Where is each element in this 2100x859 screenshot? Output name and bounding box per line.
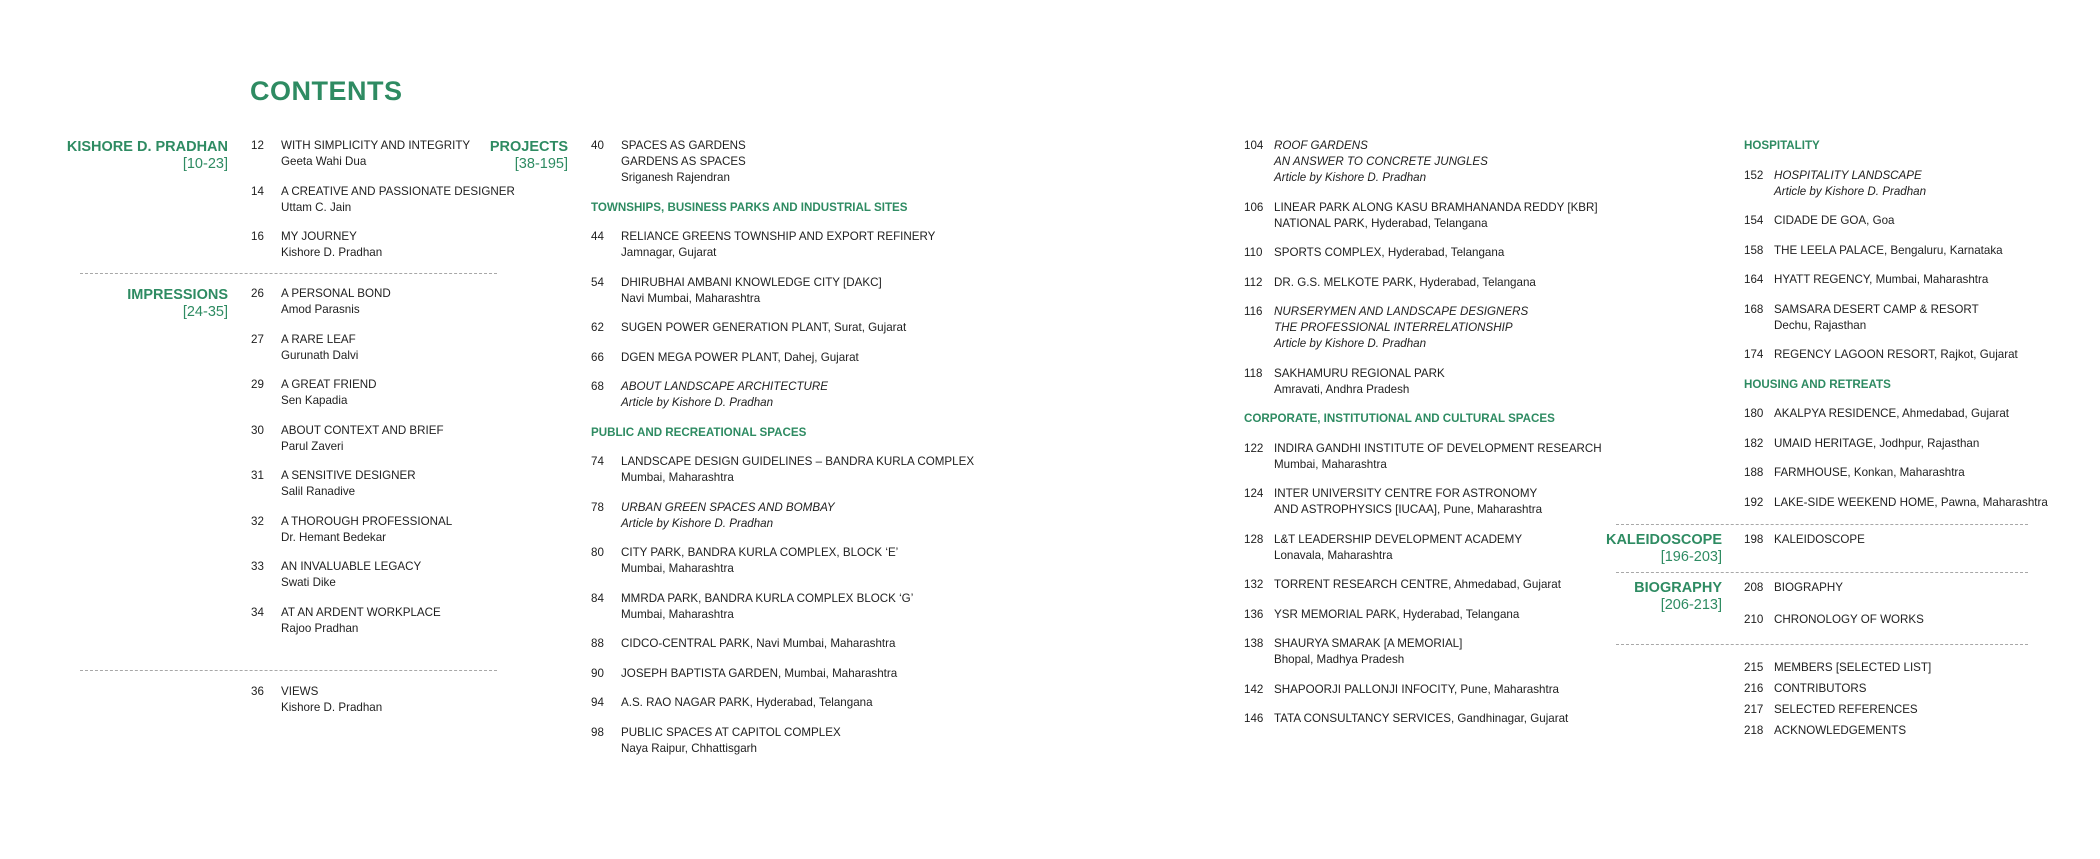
page-number: 27 [251,332,264,346]
toc-entry[interactable] [591,138,974,186]
entry-title: DR. G.S. MELKOTE PARK, Hyderabad, Telangana [1274,275,1536,289]
toc-entry[interactable] [1744,347,2048,363]
toc-entry[interactable] [1244,577,1602,593]
section-name: BIOGRAPHY [1634,580,1722,596]
page-number: 210 [1744,613,1764,626]
toc-entry[interactable] [591,545,974,577]
page-number: 174 [1744,348,1764,361]
toc-entry[interactable] [1744,532,1865,548]
page-number: 168 [1744,302,1764,316]
toc-entry[interactable] [1744,702,1931,718]
entry-author: Dr. Hemant Bedekar [281,530,387,544]
entry-title: A SENSITIVE DESIGNER [281,469,416,482]
toc-entry[interactable] [1744,406,2048,422]
entry-author: Swati Dike [281,576,336,589]
entry-location: Mumbai, Maharashtra [621,471,734,484]
entry-location: Amravati, Andhra Pradesh [1274,382,1410,396]
entry-title: A GREAT FRIEND [281,378,377,391]
entry-author: Article by Kishore D. Pradhan [621,396,774,409]
entry-title: ACKNOWLEDGEMENTS [1774,724,1907,737]
entry-title: CIDCO-CENTRAL PARK, Navi Mumbai, Maharashtra [621,637,896,650]
entry-title: NURSERYMEN AND LANDSCAPE DESIGNERS [1274,305,1529,318]
page-number: 90 [591,666,604,680]
category-heading-townships: TOWNSHIPS, BUSINESS PARKS AND INDUSTRIAL SITES [591,200,908,214]
page-number: 142 [1244,682,1264,696]
toc-entry[interactable] [251,605,452,637]
toc-entry[interactable] [591,379,974,411]
toc-entry[interactable] [251,684,382,716]
entry-location: Mumbai, Maharashtra [621,607,734,621]
toc-column-4-kaleidoscope [1744,532,1865,562]
entry-title: URBAN GREEN SPACES AND BOMBAY [621,500,835,514]
toc-column-4-biography [1744,580,1924,642]
entry-location: Jamnagar, Gujarat [621,246,717,259]
entry-title: MEMBERS [SELECTED LIST] [1774,661,1932,674]
toc-column-4 [1744,138,2048,524]
entry-title: SUGEN POWER GENERATION PLANT, Surat, Gujarat [621,321,907,334]
page-number: 74 [591,455,604,468]
page-number: 118 [1244,366,1263,380]
page-number: 122 [1244,441,1264,455]
entry-location: AND ASTROPHYSICS [IUCAA], Pune, Maharashtra [1274,503,1543,516]
toc-entry[interactable] [251,514,452,546]
entry-title: CHRONOLOGY OF WORKS [1774,613,1924,626]
entry-location: Navi Mumbai, Maharashtra [621,291,761,305]
toc-column-2 [591,138,974,770]
entry-title: LANDSCAPE DESIGN GUIDELINES – BANDRA KURLA COMPLEX [621,455,975,468]
page-number: 88 [591,637,604,650]
toc-entry[interactable] [251,286,452,318]
entry-author: Article by Kishore D. Pradhan [1774,184,1927,198]
toc-entry[interactable] [251,138,515,170]
toc-entry[interactable] [591,275,974,307]
page-number: 16 [251,230,264,243]
entry-author: Uttam C. Jain [281,200,352,214]
entry-title: SHAPOORJI PALLONJI INFOCITY, Pune, Maharashtra [1274,682,1560,696]
page-number: 110 [1244,246,1263,259]
entry-title: ABOUT LANDSCAPE ARCHITECTURE [621,380,829,393]
entry-title: MY JOURNEY [281,230,357,243]
toc-entry[interactable] [1244,441,1602,473]
page-number: 116 [1244,305,1263,318]
page-title: CONTENTS [250,76,403,106]
toc-entry[interactable] [591,454,974,486]
toc-entry[interactable] [1744,243,2048,259]
toc-entry[interactable] [1744,660,1931,676]
toc-entry[interactable] [1744,681,1931,697]
entry-title: THE LEELA PALACE, Bengaluru, Karnataka [1774,243,2003,257]
toc-entry[interactable] [251,377,452,409]
entry-title: SPORTS COMPLEX, Hyderabad, Telangana [1274,246,1505,259]
category-heading-hospitality: HOSPITALITY [1744,139,1820,152]
entry-title-line-2: AN ANSWER TO CONCRETE JUNGLES [1274,155,1488,168]
page-number: 112 [1244,275,1263,289]
entry-title: WITH SIMPLICITY AND INTEGRITY [281,139,471,152]
page-number: 66 [591,350,604,364]
page-number: 138 [1244,637,1264,650]
toc-entry[interactable] [1744,436,2048,452]
toc-entry[interactable] [1244,200,1602,232]
page-number: 154 [1744,214,1764,227]
page-number: 128 [1244,532,1264,546]
page-number: 132 [1244,578,1264,591]
entry-title: TORRENT RESEARCH CENTRE, Ahmedabad, Gujarat [1274,578,1561,591]
page-number: 12 [251,139,264,152]
entry-title: A RARE LEAF [281,332,356,346]
entry-title: A THOROUGH PROFESSIONAL [281,514,453,528]
toc-column-4-back-matter [1744,660,1931,744]
entry-title: A.S. RAO NAGAR PARK, Hyderabad, Telangana [621,696,873,709]
entry-title: DHIRUBHAI AMBANI KNOWLEDGE CITY [DAKC] [621,275,882,289]
entry-location: Mumbai, Maharashtra [621,562,734,575]
page-number: 34 [251,605,264,619]
entry-author: Rajoo Pradhan [281,621,359,635]
page-number: 106 [1244,200,1264,214]
page-number: 217 [1744,703,1764,716]
page-number: 78 [591,500,604,514]
entry-title: SELECTED REFERENCES [1774,703,1918,716]
page-number: 84 [591,591,604,605]
toc-entry[interactable] [251,332,452,364]
entry-author: Gurunath Dalvi [281,348,359,362]
page-number: 124 [1244,487,1264,500]
entry-title: RELIANCE GREENS TOWNSHIP AND EXPORT REFINERY [621,230,936,243]
toc-entry[interactable] [1244,711,1602,727]
entry-title: AT AN ARDENT WORKPLACE [281,605,441,619]
toc-entry[interactable] [1244,138,1602,186]
entry-author: Article by Kishore D. Pradhan [621,516,774,530]
page-number: 33 [251,560,264,573]
divider [1616,524,2028,525]
entry-location: Lonavala, Maharashtra [1274,548,1393,562]
toc-entry[interactable] [251,184,515,216]
toc-entry[interactable] [251,229,515,261]
entry-author: Kishore D. Pradhan [281,246,383,259]
entry-title-line-2: THE PROFESSIONAL INTERRELATIONSHIP [1274,321,1513,334]
page-number: 62 [591,321,604,334]
toc-entry[interactable] [1744,272,2048,288]
page-number: 44 [591,230,604,243]
toc-entry[interactable] [1244,607,1602,623]
toc-entry[interactable] [1244,366,1602,398]
page-number: 98 [591,725,604,739]
page-number: 188 [1744,466,1764,479]
entry-title: MMRDA PARK, BANDRA KURLA COMPLEX BLOCK ‘G’ [621,591,914,605]
toc-entry[interactable] [591,591,974,623]
section-name: KISHORE D. PRADHAN [66,139,228,155]
entry-title: KALEIDOSCOPE [1774,533,1865,546]
entry-title: A CREATIVE AND PASSIONATE DESIGNER [281,184,515,198]
page-number: 32 [251,514,264,528]
toc-entry[interactable] [591,320,974,336]
entry-title: INTER UNIVERSITY CENTRE FOR ASTRONOMY [1274,487,1538,500]
divider [80,670,497,671]
entry-author: Kishore D. Pradhan [281,701,383,714]
toc-entry[interactable] [591,725,974,757]
entry-title: INDIRA GANDHI INSTITUTE OF DEVELOPMENT RESEARCH [1274,441,1602,455]
section-header-impressions [50,287,228,321]
entry-location: Bhopal, Madhya Pradesh [1274,653,1405,666]
entry-title: FARMHOUSE, Konkan, Maharashtra [1774,466,1965,479]
toc-column-3 [1244,138,1602,741]
section-range: [24-35] [182,304,228,320]
page-number: 146 [1244,712,1264,725]
divider [1616,644,2028,645]
page-number: 152 [1744,168,1764,182]
toc-entry[interactable] [1744,465,2048,481]
entry-title: REGENCY LAGOON RESORT, Rajkot, Gujarat [1774,348,2018,361]
entry-title-line-2: GARDENS AS SPACES [621,155,746,168]
page-number: 216 [1744,682,1764,695]
entry-title: HOSPITALITY LANDSCAPE [1774,168,1922,182]
entry-title: CITY PARK, BANDRA KURLA COMPLEX, BLOCK ‘E’ [621,546,899,559]
page-number: 136 [1244,607,1264,621]
page-number: 192 [1744,495,1764,509]
entry-title: JOSEPH BAPTISTA GARDEN, Mumbai, Maharashtra [621,666,898,680]
entry-location: Naya Raipur, Chhattisgarh [621,741,757,755]
toc-entry[interactable] [251,423,452,455]
entry-title: UMAID HERITAGE, Jodhpur, Rajasthan [1774,436,1980,450]
toc-entry[interactable] [1244,245,1602,261]
page-number: 30 [251,423,264,437]
toc-entry[interactable] [591,695,974,711]
entry-title: CIDADE DE GOA, Goa [1774,214,1895,227]
entry-title: TATA CONSULTANCY SERVICES, Gandhinagar, Gujarat [1274,712,1569,725]
page-number: 54 [591,275,604,289]
divider [1616,572,2028,573]
entry-title: PUBLIC SPACES AT CAPITOL COMPLEX [621,725,841,739]
toc-entry[interactable] [1244,532,1602,564]
section-range: [196-203] [1660,549,1722,565]
entry-title: ROOF GARDENS [1274,139,1368,152]
toc-entry[interactable] [1744,213,2048,229]
toc-entry[interactable] [1244,486,1602,518]
toc-entry[interactable] [1744,495,2048,511]
entry-location: Mumbai, Maharashtra [1274,457,1387,471]
toc-column-1-views [251,684,382,730]
toc-entry[interactable] [1244,275,1602,291]
toc-entry[interactable] [1744,580,1924,596]
entry-author: Parul Zaveri [281,439,344,453]
entry-title: LAKE-SIDE WEEKEND HOME, Pawna, Maharashtra [1774,495,2048,509]
toc-entry[interactable] [591,500,974,532]
category-heading-corporate: CORPORATE, INSTITUTIONAL AND CULTURAL SPACES [1244,412,1555,425]
category-heading-housing: HOUSING AND RETREATS [1744,377,1891,391]
section-name: PROJECTS [489,139,568,155]
entry-title: L&T LEADERSHIP DEVELOPMENT ACADEMY [1274,532,1523,546]
entry-author: Geeta Wahi Dua [281,155,367,168]
entry-author: Sen Kapadia [281,394,348,407]
entry-title: LINEAR PARK ALONG KASU BRAMHANANDA REDDY [KBR] [1274,200,1598,214]
entry-title: YSR MEMORIAL PARK, Hyderabad, Telangana [1274,607,1520,621]
section-range: [206-213] [1660,597,1722,613]
entry-author: Amod Parasnis [281,303,360,316]
toc-entry[interactable] [1744,168,2048,200]
category-heading-public: PUBLIC AND RECREATIONAL SPACES [591,425,807,439]
entry-author: Salil Ranadive [281,485,356,498]
section-range: [38-195] [514,156,568,172]
toc-entry[interactable] [251,468,452,500]
page-number: 198 [1744,533,1764,546]
entry-title: BIOGRAPHY [1774,581,1843,594]
toc-column-1 [251,138,515,275]
entry-author: Sriganesh Rajendran [621,171,730,184]
page-number: 182 [1744,436,1764,450]
page-number: 40 [591,139,604,152]
entry-title: HYATT REGENCY, Mumbai, Maharashtra [1774,273,1989,286]
page-number: 14 [251,184,264,198]
toc-entry[interactable] [1244,304,1602,352]
entry-title: DGEN MEGA POWER PLANT, Dahej, Gujarat [621,350,859,364]
page-number: 164 [1744,273,1764,286]
entry-title: SHAURYA SMARAK [A MEMORIAL] [1274,637,1463,650]
entry-title: SAKHAMURU REGIONAL PARK [1274,366,1445,380]
page-number: 180 [1744,407,1764,420]
page-number: 94 [591,696,604,709]
entry-title: A PERSONAL BOND [281,287,391,300]
entry-title: AKALPYA RESIDENCE, Ahmedabad, Gujarat [1774,407,2009,420]
toc-entry[interactable] [591,229,974,261]
toc-entry[interactable] [1744,723,1931,739]
entry-title: AN INVALUABLE LEGACY [281,560,422,573]
page-number: 104 [1244,139,1264,152]
toc-entry[interactable] [591,350,974,366]
entry-title: SAMSARA DESERT CAMP & RESORT [1774,302,1979,316]
toc-entry[interactable] [1244,636,1602,668]
toc-entry[interactable] [591,636,974,652]
page-number: 29 [251,378,264,391]
toc-entry[interactable] [251,559,452,591]
section-name: IMPRESSIONS [127,287,228,303]
section-name: KALEIDOSCOPE [1605,532,1722,548]
page-number: 36 [251,685,264,698]
toc-entry[interactable] [591,666,974,682]
page-number: 80 [591,546,604,559]
entry-location: NATIONAL PARK, Hyderabad, Telangana [1274,216,1488,230]
entry-author: Article by Kishore D. Pradhan [1274,337,1427,350]
toc-entry[interactable] [1244,682,1602,698]
page-number: 158 [1744,243,1764,257]
entry-title: VIEWS [281,685,319,698]
toc-column-1-impressions [251,286,452,650]
toc-entry[interactable] [1744,612,1924,628]
toc-entry[interactable] [1744,302,2048,334]
entry-title: SPACES AS GARDENS [621,139,746,152]
page-number: 215 [1744,661,1764,674]
page-number: 68 [591,380,604,393]
page-number: 218 [1744,724,1764,737]
page-number: 26 [251,287,264,300]
entry-title: ABOUT CONTEXT AND BRIEF [281,423,444,437]
entry-title: CONTRIBUTORS [1774,682,1867,695]
entry-location: Dechu, Rajasthan [1774,318,1867,332]
entry-author: Article by Kishore D. Pradhan [1274,171,1427,184]
page-number: 31 [251,469,264,482]
section-header-kishore-pradhan [50,139,228,173]
page-number: 208 [1744,581,1764,594]
section-range: [10-23] [182,156,228,172]
